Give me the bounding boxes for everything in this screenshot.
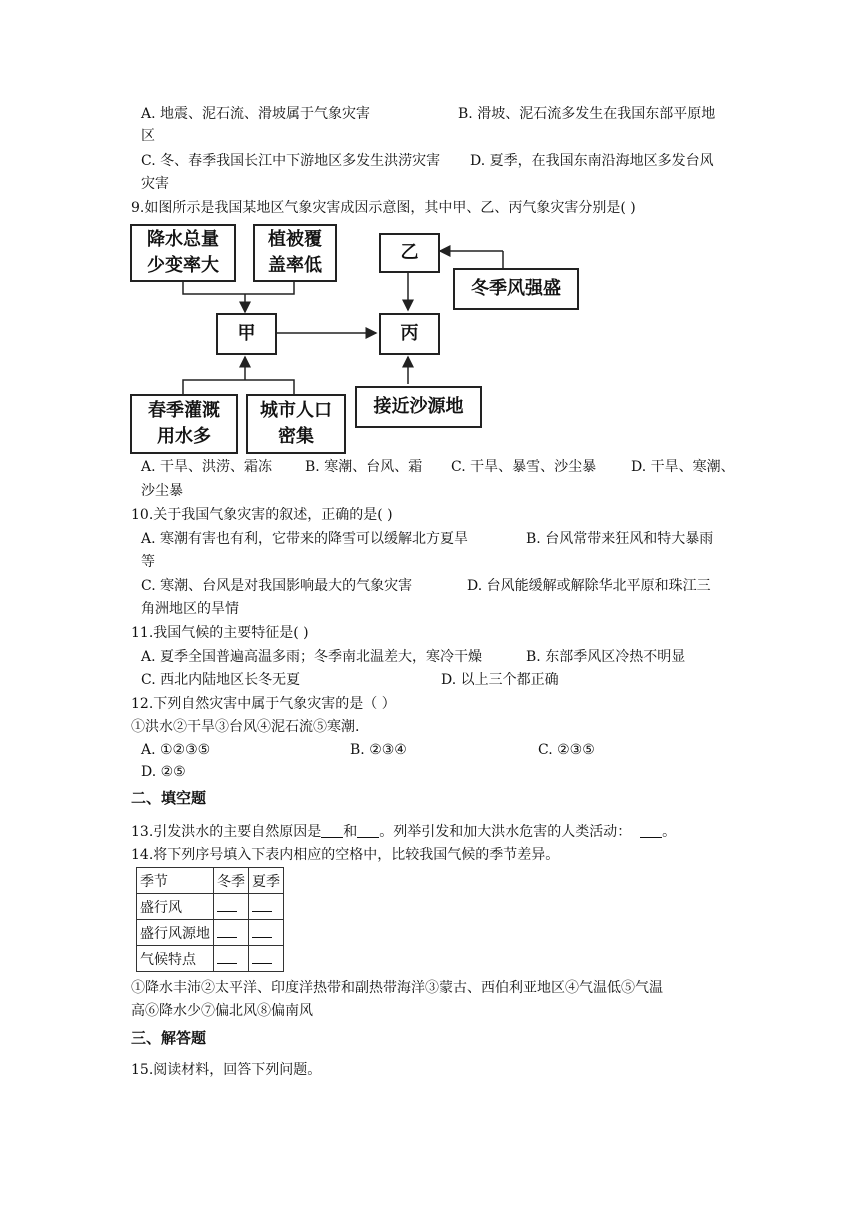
table-blank-cell (214, 946, 249, 972)
table-header-cell: 季节 (137, 868, 214, 894)
blank-line (217, 923, 237, 938)
q12-stem: 12.下列自然灾害中属于气象灾害的是（ ） (131, 696, 396, 712)
section-answer-heading: 三、解答题 (131, 1029, 207, 1047)
q8-option-b: B. 滑坡、泥石流多发生在我国东部平原地 (458, 106, 716, 122)
q11-option-a: A. 夏季全国普遍高温多雨；冬季南北温差大，寒冷干燥 (141, 649, 483, 665)
box-winter-monsoon: 冬季风强盛 (453, 268, 579, 310)
q12-option-b: B. ②③④ (350, 742, 407, 758)
q11-stem: 11.我国气候的主要特征是( ) (131, 625, 309, 641)
box-sand-source: 接近沙源地 (355, 386, 482, 428)
blank-line (252, 923, 272, 938)
table-header-cell: 夏季 (249, 868, 284, 894)
box-jia: 甲 (216, 313, 277, 355)
q14-options-cont: 高⑥降水少⑦偏北风⑧偏南风 (131, 1003, 313, 1019)
q10-option-b-cont: 等 (141, 554, 155, 570)
disaster-cause-diagram (128, 222, 580, 454)
table-row-label: 气候特点 (137, 946, 214, 972)
table-row-label: 盛行风 (137, 894, 214, 920)
q8-option-c: C. 冬、春季我国长江中下游地区多发生洪涝灾害 (141, 153, 441, 169)
blank-line (217, 949, 237, 964)
q12-option-a: A. ①②③⑤ (141, 742, 211, 758)
q14-options: ①降水丰沛②太平洋、印度洋热带和副热带海洋③蒙古、西伯利亚地区④气温低⑤气温 (131, 980, 663, 996)
q9-option-d: D. 干旱、寒潮、 (631, 459, 735, 475)
box-precipitation: 降水总量 少变率大 (130, 224, 236, 282)
q8-option-b-cont: 区 (141, 128, 155, 144)
q13-part2: 和 (343, 824, 358, 840)
table-blank-cell (214, 894, 249, 920)
q10-option-d: D. 台风能缓解或解除华北平原和珠江三 (467, 578, 711, 594)
q8-option-d-cont: 灾害 (141, 176, 169, 192)
table-blank-cell (214, 920, 249, 946)
q10-stem: 10.关于我国气象灾害的叙述，正确的是( ) (131, 507, 393, 523)
box-yi: 乙 (379, 233, 440, 273)
table-blank-cell (249, 946, 284, 972)
table-row-label: 盛行风源地 (137, 920, 214, 946)
q12-items: ①洪水②干旱③台风④泥石流⑤寒潮. (131, 719, 360, 735)
table-row (137, 920, 284, 946)
q8-option-a: A. 地震、泥石流、滑坡属于气象灾害 (141, 106, 371, 122)
season-comparison-table (136, 867, 284, 972)
table-header-cell: 冬季 (214, 868, 249, 894)
q9-option-d-cont: 沙尘暴 (141, 483, 183, 499)
q11-option-c: C. 西北内陆地区长冬无夏 (141, 672, 301, 688)
q10-option-d-cont: 角洲地区的旱情 (141, 601, 239, 617)
blank-line (217, 897, 237, 912)
q13-blank-2 (357, 823, 379, 838)
table-header-row (137, 868, 284, 894)
q11-option-b: B. 东部季风区冷热不明显 (526, 649, 686, 665)
box-urban-population: 城市人口 密集 (246, 394, 346, 454)
q13-blank-1 (321, 823, 343, 838)
table-blank-cell (249, 920, 284, 946)
table-row (137, 946, 284, 972)
q14-stem: 14.将下列序号填入下表内相应的空格中，比较我国气候的季节差异。 (131, 847, 560, 863)
q10-option-b: B. 台风常带来狂风和特大暴雨 (526, 531, 714, 547)
table-blank-cell (249, 894, 284, 920)
q13-part1: 13.引发洪水的主要自然原因是 (131, 824, 322, 840)
table-row (137, 894, 284, 920)
q12-option-c: C. ②③⑤ (538, 742, 595, 758)
q13-part3: 。列举引发和加大洪水危害的人类活动： (379, 824, 632, 840)
q10-option-a: A. 寒潮有害也有利，它带来的降雪可以缓解北方夏旱 (141, 531, 469, 547)
q9-option-b: B. 寒潮、台风、霜 (305, 459, 423, 475)
blank-line (252, 949, 272, 964)
q8-option-d: D. 夏季，在我国东南沿海地区多发台风 (470, 153, 714, 169)
blank-line (252, 897, 272, 912)
q13-part4: 。 (662, 824, 677, 840)
q11-option-d: D. 以上三个都正确 (441, 672, 559, 688)
box-spring-irrigation: 春季灌溉 用水多 (130, 394, 238, 454)
section-fill-in-heading: 二、填空题 (131, 789, 207, 807)
box-bing: 丙 (379, 313, 440, 355)
q13-stem (131, 822, 676, 842)
q9-stem: 9.如图所示是我国某地区气象灾害成因示意图，其中甲、乙、丙气象灾害分别是( ) (131, 200, 636, 216)
q10-option-c: C. 寒潮、台风是对我国影响最大的气象灾害 (141, 578, 413, 594)
q9-option-c: C. 干旱、暴雪、沙尘暴 (451, 459, 597, 475)
q12-option-d: D. ②⑤ (141, 764, 186, 780)
q15-stem: 15.阅读材料，回答下列问题。 (131, 1062, 322, 1078)
box-vegetation: 植被覆 盖率低 (253, 224, 337, 282)
q9-option-a: A. 干旱、洪涝、霜冻 (141, 459, 273, 475)
q13-blank-3 (640, 823, 662, 838)
